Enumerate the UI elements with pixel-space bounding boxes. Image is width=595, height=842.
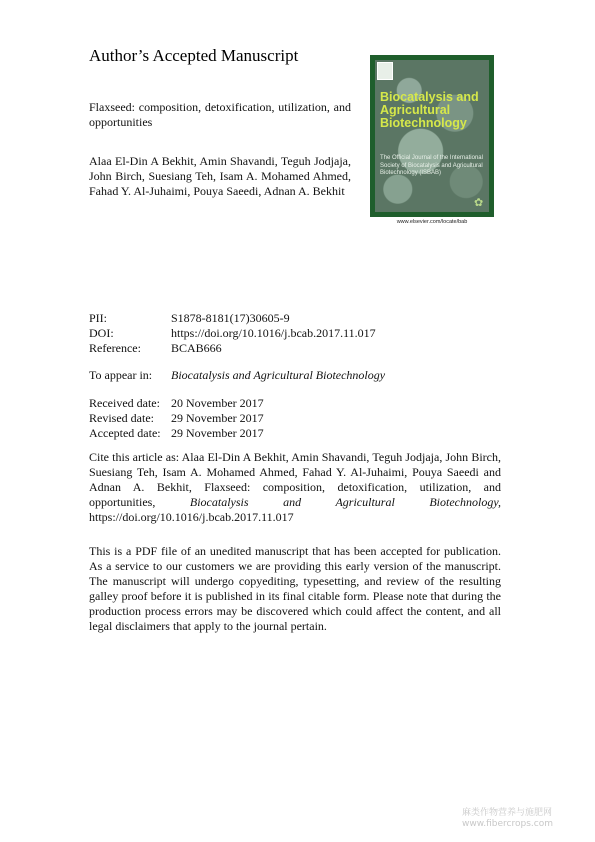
to-appear-row [89,368,385,383]
pii-label: PII: [89,311,107,325]
revised-date-value: 29 November 2017 [171,411,264,425]
doi-link[interactable]: https://doi.org/10.1016/j.bcab.2017.11.017 [171,326,376,340]
watermark-line-1: 麻类作物营养与施肥网 [462,808,553,818]
citation-text: Cite this article as: Alaa El-Din A Bekhit, Amin Shavandi, Teguh Jodjaja, John Birch, Suesiang Teh, Isam A. Mohamed Ahmed, Fahad Y. Al-Juhaimi, Pouya Saeedi and Adnan A. Bekhit, Flaxseed: composition, detoxification, utilization, and opportunities, [89,450,501,509]
accepted-date-value: 29 November 2017 [171,426,264,440]
journal-cover [370,55,494,217]
citation-journal: Biocatalysis and Agricultural Biotechnology, [189,495,501,509]
revised-date-row [89,411,264,426]
reference-value: BCAB666 [171,341,222,355]
doi-label: DOI: [89,326,114,340]
to-appear-label: To appear in: [89,368,153,382]
accepted-date-label: Accepted date: [89,426,161,440]
reference-label: Reference: [89,341,141,355]
paper-title: Flaxseed: composition, detoxification, utilization, and opportunities [89,100,351,129]
manuscript-notice: This is a PDF file of an unedited manuscript that has been accepted for publication. As a service to our customers we are providing this early version of the manuscript. The manuscript will undergo copyediting, typesetting, and review of the resulting galley proof before it is published in its final citable form. Please note that during the production process errors may be discovered which could affect the content, and all legal disclaimers that apply to the journal pertain. [89,544,501,633]
leaf-icon: ✿ [474,197,484,209]
elsevier-logo-icon [377,62,393,80]
citation-paragraph [89,450,501,525]
cover-url[interactable]: www.elsevier.com/locate/bab [396,219,468,225]
accepted-manuscript-heading: Author’s Accepted Manuscript [89,46,299,65]
pii-row [89,311,290,326]
received-date-value: 20 November 2017 [171,396,264,410]
cover-bubble-image [375,60,489,212]
received-date-label: Received date: [89,396,160,410]
doi-row [89,326,376,341]
cover-journal-title: Biocatalysis and Agricultural Biotechnology [380,90,479,130]
reference-row [89,341,222,356]
accepted-date-row [89,426,264,441]
revised-date-label: Revised date: [89,411,154,425]
pii-value: S1878-8181(17)30605-9 [171,311,290,325]
citation-doi[interactable]: https://doi.org/10.1016/j.bcab.2017.11.017 [89,510,294,524]
watermark-line-2: www.fibercrops.com [462,819,553,829]
to-appear-journal: Biocatalysis and Agricultural Biotechnology [171,368,386,382]
author-list: Alaa El-Din A Bekhit, Amin Shavandi, Teguh Jodjaja, John Birch, Suesiang Teh, Isam A. Mohamed Ahmed, Fahad Y. Al-Juhaimi, Pouya Saeedi, Adnan A. Bekhit [89,154,351,198]
site-watermark [462,808,587,830]
cover-journal-subtitle: The Official Journal of the International Society of Biocatalysis and Agricultural Biotechnology (ISBAB) [380,155,483,176]
received-date-row [89,396,264,411]
